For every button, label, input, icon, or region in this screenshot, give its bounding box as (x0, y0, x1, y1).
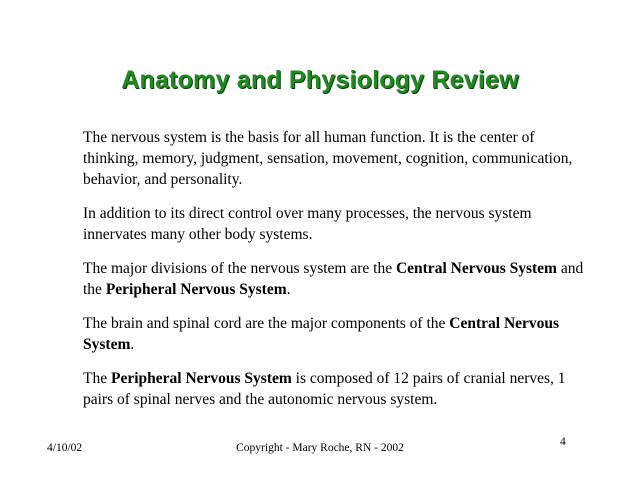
paragraph-4 (83, 313, 593, 355)
paragraph-3-bold-cns: Central Nervous System (395, 260, 557, 277)
paragraph-4-bold-cns: Central Nervous System (83, 315, 560, 353)
footer-copyright: Copyright - Mary Roche, RN - 2002 (236, 442, 404, 454)
footer-date: 4/10/02 (47, 442, 83, 454)
slide-body (83, 127, 593, 423)
paragraph-3-text-a: The major divisions of the nervous system are the (83, 260, 396, 277)
paragraph-3 (83, 258, 593, 300)
paragraph-4-text-a: The brain and spinal cord are the major components of the (83, 315, 450, 332)
paragraph-2-text: In addition to its direct control over many processes, the nervous system innervates many other body systems. (83, 205, 532, 243)
footer-page-number: 4 (560, 436, 566, 448)
paragraph-3-text-b: and the (83, 260, 584, 298)
paragraph-3-text-c: . (286, 281, 291, 298)
paragraph-1 (83, 127, 593, 190)
paragraph-2 (83, 203, 593, 245)
paragraph-5-text-a: The (83, 370, 111, 387)
paragraph-1-text: The nervous system is the basis for all human function. It is the center of thinking, memory, judgment, sensation, movement, cognition, communication, behavior, and personality. (83, 129, 573, 188)
slide-title: Anatomy and Physiology Review (121, 66, 519, 94)
paragraph-5-bold-pns: Peripheral Nervous System (110, 370, 292, 387)
paragraph-4-text-b: . (130, 336, 135, 353)
paragraph-5-text-b: is composed of 12 pairs of cranial nerves, 1 pairs of spinal nerves and the autonomic nervous system. (83, 370, 566, 408)
paragraph-3-bold-pns: Peripheral Nervous System (105, 281, 287, 298)
paragraph-5 (83, 368, 593, 410)
